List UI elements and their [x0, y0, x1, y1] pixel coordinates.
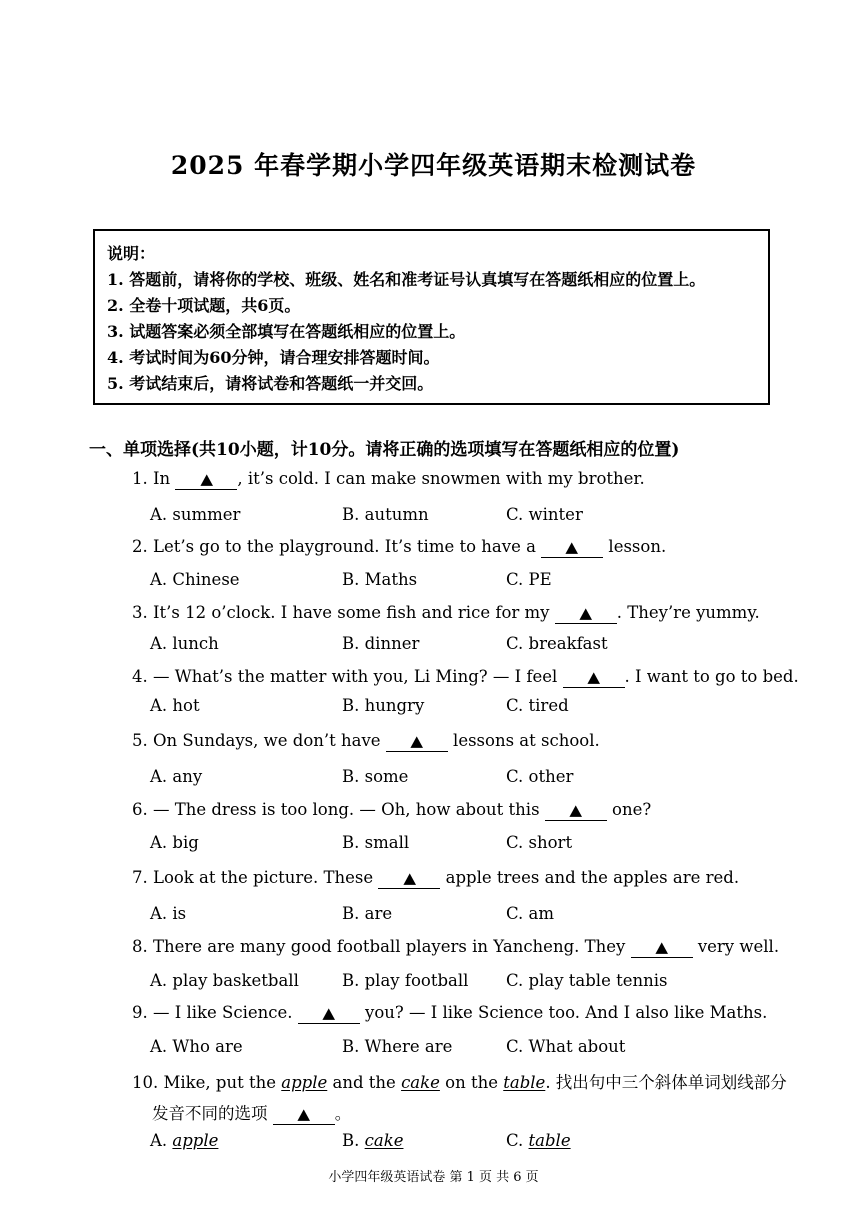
answer-blank: [541, 539, 603, 558]
option-b: B. play football: [342, 971, 469, 990]
answer-blank: [378, 870, 440, 889]
question-text: 7. Look at the picture. These: [132, 868, 379, 887]
question-2: [132, 537, 666, 558]
option-b: B. Maths: [342, 570, 418, 589]
option-a: A. Who are: [150, 1037, 243, 1056]
answer-blank: [273, 1106, 335, 1125]
question-text: 4. — What’s the matter with you, Li Ming? — I feel: [132, 667, 563, 686]
option-a: A. play basketball: [150, 971, 299, 990]
option-b: B. Where are: [342, 1037, 453, 1056]
option-c: C. winter: [506, 505, 583, 524]
question-text: 10. Mike, put the: [132, 1073, 282, 1092]
italic-word: apple: [172, 1131, 219, 1150]
italic-word: table: [503, 1073, 546, 1092]
option-a: A. hot: [150, 696, 200, 715]
triangle-icon: ▲: [587, 668, 600, 686]
option-c: C. breakfast: [506, 634, 608, 653]
option-c: C. tired: [506, 696, 569, 715]
option-a: A. big: [150, 833, 199, 852]
answer-blank: [298, 1005, 360, 1024]
option-c: C. PE: [506, 570, 552, 589]
option-b: B. are: [342, 904, 393, 923]
question-text: . They’re yummy.: [616, 603, 760, 622]
question-text: one?: [606, 800, 652, 819]
question-6: [132, 800, 651, 821]
option-c: [506, 1131, 571, 1150]
triangle-icon: ▲: [569, 801, 583, 819]
question-text: 8. There are many good football players in Yancheng. They: [132, 937, 631, 956]
option-b: [342, 1131, 403, 1150]
option-c: C. other: [506, 767, 574, 786]
option-a: A. summer: [150, 505, 241, 524]
italic-word: cake: [364, 1131, 404, 1150]
triangle-icon: ▲: [565, 538, 579, 556]
instruction-item: 2. 全卷十项试题，共6页。: [107, 296, 301, 315]
option-c: C. am: [506, 904, 555, 923]
triangle-icon: ▲: [655, 938, 668, 956]
option-prefix: B.: [342, 1131, 365, 1150]
option-b: B. hungry: [342, 696, 425, 715]
question-text: . I want to go to bed.: [624, 667, 799, 686]
answer-blank: [545, 802, 607, 821]
question-10: [132, 1069, 787, 1093]
question-text: you? — I like Science too. And I also like Maths.: [359, 1003, 768, 1022]
answer-blank: [555, 605, 617, 624]
triangle-icon: ▲: [297, 1105, 311, 1123]
question-text: 发音不同的选项: [152, 1104, 273, 1123]
question-10-line2: [152, 1100, 351, 1125]
question-text: 6. — The dress is too long. — Oh, how about this: [132, 800, 545, 819]
question-4: [132, 667, 799, 688]
question-text: on the: [439, 1073, 504, 1092]
option-c: C. play table tennis: [506, 971, 668, 990]
question-text: very well.: [692, 937, 780, 956]
question-text: and the: [327, 1073, 402, 1092]
question-text: , it’s cold. I can make snowmen with my brother.: [237, 469, 645, 488]
question-text: 9. — I like Science.: [132, 1003, 298, 1022]
option-prefix: C.: [506, 1131, 529, 1150]
italic-word: table: [528, 1131, 571, 1150]
answer-blank: [563, 669, 625, 688]
option-a: A. Chinese: [150, 570, 240, 589]
instructions-box: [93, 229, 770, 405]
exam-title: 2025 年春学期小学四年级英语期末检测试卷: [170, 151, 697, 180]
option-a: A. lunch: [150, 634, 219, 653]
triangle-icon: ▲: [322, 1004, 336, 1022]
italic-word: apple: [281, 1073, 328, 1092]
question-text: 1. In: [132, 469, 176, 488]
instruction-item: 1. 答题前，请将你的学校、班级、姓名和准考证号认真填写在答题纸相应的位置上。: [107, 270, 706, 289]
question-7: [132, 868, 739, 889]
question-9: [132, 1003, 767, 1024]
option-c: C. What about: [506, 1037, 626, 1056]
option-b: B. autumn: [342, 505, 429, 524]
instructions-heading: 说明：: [107, 244, 156, 263]
option-a: [150, 1131, 218, 1150]
question-text: lessons at school.: [447, 731, 600, 750]
triangle-icon: ▲: [403, 869, 416, 887]
option-b: B. some: [342, 767, 409, 786]
triangle-icon: ▲: [200, 470, 213, 488]
question-text: 5. On Sundays, we don’t have: [132, 731, 386, 750]
option-b: B. dinner: [342, 634, 420, 653]
answer-blank: [631, 939, 693, 958]
question-text: . 找出句中三个斜体单词划线部分: [545, 1073, 787, 1092]
answer-blank: [175, 471, 237, 490]
instruction-item: 5. 考试结束后，请将试卷和答题纸一并交回。: [107, 374, 434, 393]
question-text: 。: [334, 1104, 352, 1123]
question-text: 3. It’s 12 o’clock. I have some fish and rice for my: [132, 603, 555, 622]
triangle-icon: ▲: [579, 604, 593, 622]
triangle-icon: ▲: [410, 732, 424, 750]
question-3: [132, 603, 760, 624]
instruction-item: 4. 考试时间为60分钟，请合理安排答题时间。: [107, 348, 440, 367]
option-prefix: A.: [150, 1131, 173, 1150]
question-5: [132, 731, 600, 752]
section-one-title: 一、单项选择(共10小题，计10分。请将正确的选项填写在答题纸相应的位置): [89, 440, 680, 460]
question-text: 2. Let’s go to the playground. It’s time to have a: [132, 537, 542, 556]
question-1: [132, 469, 645, 490]
italic-word: cake: [401, 1073, 440, 1092]
instruction-item: 3. 试题答案必须全部填写在答题纸相应的位置上。: [107, 322, 466, 341]
option-b: B. small: [342, 833, 410, 852]
question-text: lesson.: [603, 537, 667, 556]
answer-blank: [386, 733, 448, 752]
option-c: C. short: [506, 833, 573, 852]
option-a: A. is: [150, 904, 187, 923]
page-footer: 小学四年级英语试卷 第 1 页 共 6 页: [328, 1170, 539, 1185]
question-8: [132, 937, 779, 958]
option-a: A. any: [150, 767, 203, 786]
question-text: apple trees and the apples are red.: [440, 868, 740, 887]
